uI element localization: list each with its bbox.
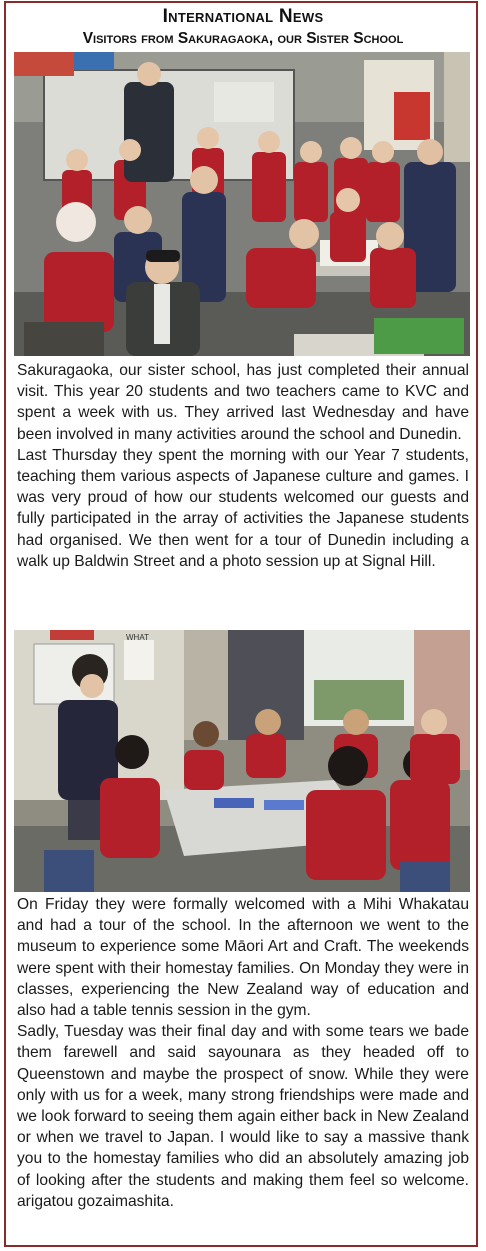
classroom-photo bbox=[14, 630, 470, 892]
article-body-top bbox=[17, 360, 469, 572]
article-body-bottom bbox=[17, 894, 469, 1212]
paragraph: On Friday they were formally welcomed with a Mihi Whakatau and had a tour of the school. In the afternoon we went to the museum to experience some Māori Art and Craft. The weekends were spent with their homestay families. On Monday they were in classes, experiencing the New Zealand way of education and also had a table tennis session in the gym. bbox=[17, 896, 469, 1020]
paragraph: Sadly, Tuesday was their final day and with some tears we bade them farewell and said sayounara as they headed off to Queenstown and maybe the prospect of snow. While they were only with us for a week, many strong friendships were made and we look forward to seeing them again either back in New Zealand or when we travel to Japan. I would like to say a massive thank you to the homestay families who did an absolutely amazing job of looking after the students and making them feel so welcome. arigatou gozaimashita. bbox=[17, 1023, 469, 1210]
paragraph: Last Thursday they spent the morning with our Year 7 students, teaching them various aspects of Japanese culture and games. I was very proud of how our students welcomed our guests and fully participated in the array of activities the Japanese students had organised. We then went for a tour of Dunedin including a walk up Baldwin Street and a photo session up at Signal Hill. bbox=[17, 446, 469, 570]
group-photo bbox=[14, 52, 470, 356]
paragraph: Sakuragaoka, our sister school, has just completed their annual visit. This year 20 students and two teachers came to KVC and spent a week with us. They arrived last Wednesday and have been involved in many activities around the school and Dunedin. bbox=[17, 362, 469, 443]
wall-sign-text: WHAT bbox=[126, 633, 149, 642]
article-subheading: Visitors from Sakuragaoka, our Sister School bbox=[82, 30, 404, 47]
article-heading: International News bbox=[162, 6, 324, 27]
